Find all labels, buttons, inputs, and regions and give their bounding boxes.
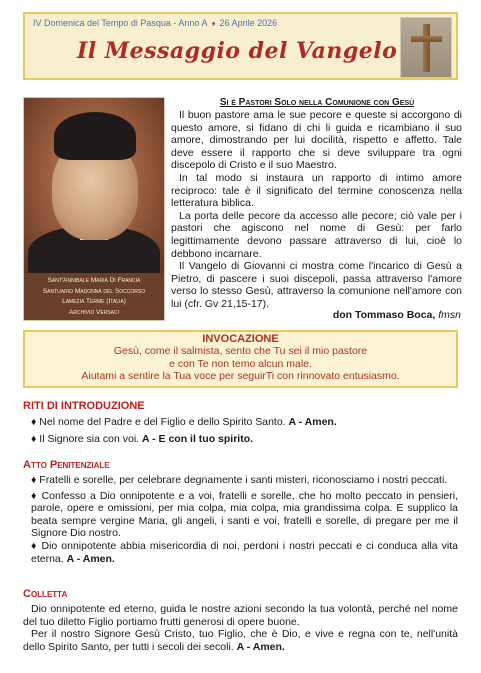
invocation-title: INVOCAZIONE (202, 333, 279, 345)
article-paragraph: Il Vangelo di Giovanni ci mostra come l'incarico di Gesù a Pietro, di pascere i suoi discepoli, passa attraverso l'amore verso lo stesso Gesù, attraverso la comunione nell'amore con lui (cfr. Gv 21,15-17). (171, 260, 462, 310)
article-title: Si è Pastori Solo nella Comunione con Gesù (219, 97, 415, 108)
invocation-line: Aiutami a sentire la Tua voce per seguirTi con rinnovato entusiasmo. (81, 370, 400, 382)
photo-caption (24, 273, 164, 320)
colletta-body (23, 603, 458, 653)
page-title: Il Messaggio del Vangelo (77, 38, 398, 64)
liturgical-day: IV Domenica del Tempo di Pasqua - Anno A (33, 18, 208, 28)
header-banner (23, 12, 458, 80)
portrait-photo (23, 97, 165, 321)
caption-line: Archivio Versaci (69, 308, 119, 316)
cross-vertical-beam (423, 24, 430, 72)
invocation-line: Gesù, come il salmista, sento che Tu sei il mio pastore (113, 345, 368, 357)
author-name: don Tommaso Boca, (332, 309, 436, 321)
atto-body (23, 474, 458, 565)
date: 26 Aprile 2026 (219, 18, 278, 28)
article-paragraph: La porta delle pecore da accesso alle pecore; ciò vale per i pastori che agiscono nel nome di Gesù: per farlo legittimamente devono passare attraverso di lui, cioè lo debbono incarnare. (171, 209, 462, 260)
atto-paragraph: ♦ Fratelli e sorelle, per celebrare degnamente i santi misteri, riconosciamo i nostri peccati. (31, 474, 448, 486)
response: A - Amen. (236, 640, 285, 653)
riti-text: ♦ Il Signore sia con voi. (31, 432, 140, 445)
invocation-line: e con Te non temo alcun male. (169, 357, 312, 370)
article-body (171, 109, 462, 311)
caption-line: Sant'Annibale Maria Di Francia (47, 277, 141, 284)
cross-horizontal-beam (411, 36, 442, 42)
response: A - Amen. (66, 552, 115, 565)
caption-line: Lamezia Terme (Italia) (62, 298, 126, 305)
date-line (33, 18, 277, 28)
section-title-atto: Atto Penitenziale (23, 459, 110, 471)
section-title-colletta: Colletta (23, 588, 68, 600)
colletta-paragraph: Dio onnipotente ed eterno, guida le nostre azioni secondo la tua volontà, perché nel nome del tuo diletto Figlio portiamo frutti generosi di opere buone. (23, 603, 458, 628)
caption-line: Santuario Madonna del Soccorso (42, 287, 146, 295)
riti-line (23, 416, 458, 445)
response: A - E con il tuo spirito. (142, 432, 254, 445)
riti-text: ♦ Nel nome del Padre e del Figlio e dello Spirito Santo. (31, 416, 286, 428)
author-suffix: fmsn (438, 309, 461, 321)
response: A - Amen. (288, 416, 337, 428)
article-paragraph: Il buon pastore ama le sue pecore e queste si accorgono di questo amore, si fidano di chi li guida e ricambiano il suo amore, dimostrando per lui docilità, rispetto e affetto. Tale deve essere il rapporto che si deve sviluppare tra ogni discepolo di Cristo e il suo Maestro. (171, 109, 462, 172)
diamond-icon: ♦ (211, 19, 216, 28)
hair (54, 112, 136, 160)
section-title-riti: RITI DI INTRODUZIONE (23, 400, 145, 412)
cross-icon (400, 17, 452, 78)
invocation-box (23, 330, 458, 388)
atto-text: ♦ Dio onnipotente abbia misericordia di noi, perdoni i nostri peccati e ci conduca alla vita eterna. (31, 539, 458, 565)
article-author (333, 309, 461, 321)
colletta-text: Per il nostro Signore Gesù Cristo, tuo Figlio, che è Dio, e vive e regna con te, nell'unità dello Spirito Santo, per tutti i secoli dei secoli. (23, 628, 458, 653)
article-paragraph: In tal modo si instaura un rapporto di intimo amore reciproco: tale è il significato del termine conoscenza nella letteratura biblica. (171, 171, 462, 210)
atto-paragraph: ♦ Confesso a Dio onnipotente e a voi, fratelli e sorelle, che ho molto peccato in pensieri, parole, opere e omissioni, per mia colpa, mia colpa, mia grandissima colpa. E supplico la beata sempre vergine Maria, gli angeli, i santi e voi, fratelli e sorelle, di pregare per me il Signore Dio nostro. (31, 489, 458, 540)
